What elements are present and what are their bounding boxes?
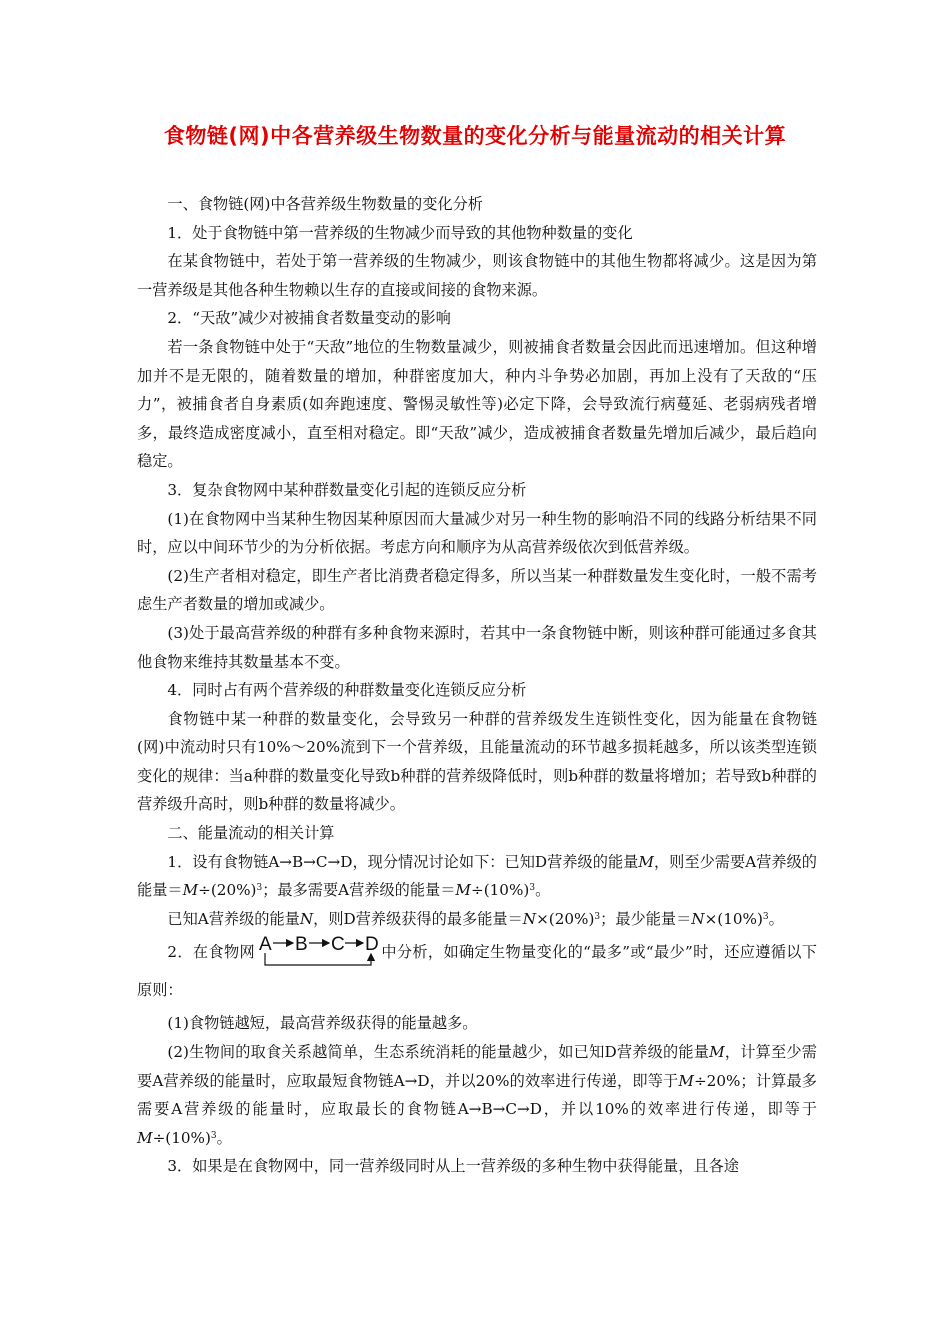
paragraph: (1)在食物网中当某种生物因某种原因而大量减少对另一种生物的影响沿不同的线路分析结果不同时，应以中间环节少的为分析依据。考虑方向和顺序为从高营养级依次到低营养级。	[137, 509, 817, 557]
item-heading: 1．处于食物链中第一营养级的生物减少而导致的其他物种数量的变化	[167, 223, 633, 242]
section-heading: 二、能量流动的相关计算	[167, 824, 335, 843]
paragraph: 食物链中某一种群的数量变化，会导致另一种群的营养级发生连锁性变化，因为能量在食物链(网)中流动时只有10%～20%流到下一个营养级，且能量流动的环节越多损耗越多，所以该类型连锁变化的规律：当a种群的数量变化导致b种群的营养级降低时，则b种群的数量将增加；若导致b种群的营养级升高时，则b种群的数量将减少。	[137, 709, 817, 814]
paragraph: 1．设有食物链A→B→C→D，现分情况讨论如下：已知D营养级的能量M，则至少需要A营养级的能量$=M\div(20\%)^3$；最多需要A营养级的能量$=M\div(10\%)^3$。	[137, 852, 817, 900]
item-heading: 3．复杂食物网中某种群数量变化引起的连锁反应分析	[167, 480, 527, 499]
paragraph: (2)生物间的取食关系越简单，生态系统消耗的能量越少，如已知D营养级的能量M，计算至少需要A营养级的能量时，应取最短食物链A→D，并以20%的效率进行传递，即等于M÷20%；计算最多需要A营养级的能量时，应取最长的食物链A→B→C→D，并以10%的效率进行传递，即等于$M\div(10\%)^3$。	[137, 1043, 817, 1147]
web-node: B	[295, 934, 308, 956]
paragraph: 在某食物链中，若处于第一营养级的生物减少，则该食物链中的其他生物都将减少。这是因为第一营养级是其他各种生物赖以生存的直接或间接的食物来源。	[137, 252, 817, 299]
paragraph: (3)处于最高营养级的种群有多种食物来源时，若其中一条食物链中断，则该种群可能通过多食其他食物来维持其数量基本不变。	[137, 623, 817, 671]
document-body	[137, 190, 817, 1181]
section-heading: 一、食物链(网)中各营养级生物数量的变化分析	[167, 195, 483, 213]
document-title: 食物链(网)中各营养级生物数量的变化分析与能量流动的相关计算	[163, 124, 787, 148]
paragraph: 2．在食物网 A B C D 中分析，如确定生物量变化的“最多”或“最少”时，还应遵循以下原则：	[137, 934, 817, 1000]
arrow-a-d	[265, 953, 371, 965]
food-web-diagram	[257, 933, 379, 963]
paragraph: (2)生产者相对稳定，即生产者比消费者稳定得多，所以当某一种群数量发生变化时，一般不需考虑生产者数量的增加或减少。	[137, 566, 817, 614]
web-node: C	[331, 934, 345, 956]
web-node: D	[365, 934, 379, 956]
item-heading: 2．“天敌”减少对被捕食者数量变动的影响	[167, 309, 451, 328]
paragraph: 已知A营养级的能量N，则D营养级获得的最多能量$=N\times(20\%)^3$；最少能量$=N\times(10\%)^3$。	[167, 909, 784, 928]
web-node: A	[259, 934, 272, 956]
paragraph: 3．如果是在食物网中，同一营养级同时从上一营养级的多种生物中获得能量，且各途	[167, 1157, 739, 1176]
paragraph: (1)食物链越短，最高营养级获得的能量越多。	[167, 1014, 478, 1033]
paragraph: 若一条食物链中处于“天敌”地位的生物数量减少，则被捕食者数量会因此而迅速增加。但这种增加并不是无限的，随着数量的增加，种群密度加大，种内斗争势必加剧，再加上没有了天敌的“压力”，被捕食者自身素质(如奔跑速度、警惕灵敏性等)必定下降，会导致流行病蔓延、老弱病残者增多，最终造成密度减小，直至相对稳定。即“天敌”减少，造成被捕食者数量先增加后减少，最后趋向稳定。	[137, 337, 817, 471]
item-heading: 4．同时占有两个营养级的种群数量变化连锁反应分析	[167, 681, 527, 700]
